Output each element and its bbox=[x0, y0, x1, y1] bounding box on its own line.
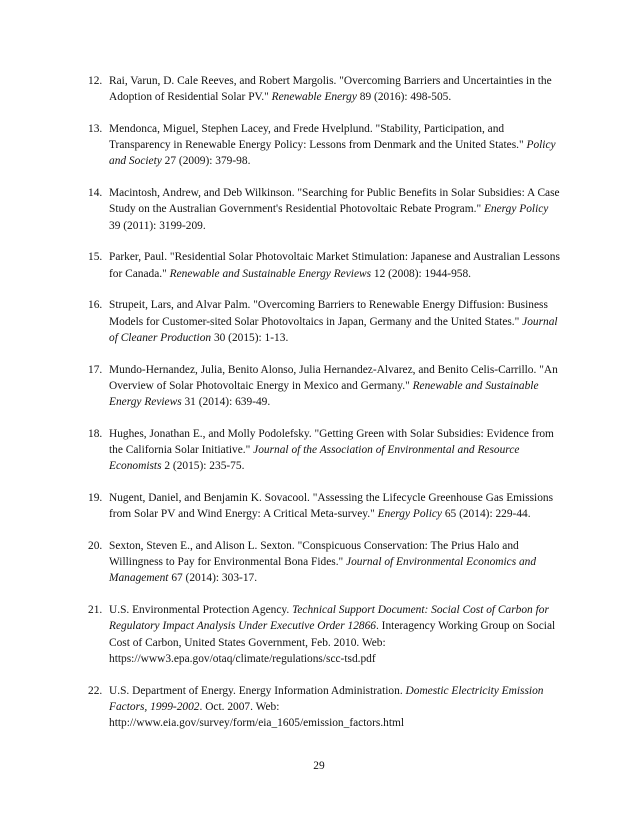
reference-item bbox=[88, 362, 562, 411]
reference-segment: Macintosh, Andrew, and Deb Wilkinson. "Searching for Public Benefits in Solar Subsidies: A Case Study on the Australian Government's Residential Photovoltaic Rebate Program." bbox=[109, 187, 560, 216]
reference-title-italic: Energy Policy bbox=[377, 508, 442, 521]
reference-segment: Rai, Varun, D. Cale Reeves, and Robert Margolis. "Overcoming Barriers and Uncertainties in the Adoption of Residential Solar PV." bbox=[109, 75, 552, 104]
reference-item bbox=[88, 73, 562, 105]
reference-segment: . Interagency Working Group on Social Cost of Carbon, United States Government, Feb. 2010. Web: https://www3.epa.gov/otaq/climate/regulations/scc-tsd.pdf bbox=[109, 620, 556, 665]
reference-segment: Sexton, Steven E., and Alison L. Sexton. "Conspicuous Conservation: The Prius Halo and Willingness to Pay for Environmental Bona Fides." bbox=[109, 540, 519, 569]
reference-title-italic: Domestic Electricity Emission Factors, 1999-2002 bbox=[109, 684, 544, 713]
reference-number: 12. bbox=[88, 75, 103, 87]
reference-number: 21. bbox=[88, 604, 103, 617]
page-number: 29 bbox=[313, 760, 325, 772]
reference-text bbox=[109, 685, 543, 729]
reference-segment: 27 (2009): 379-98. bbox=[161, 155, 251, 168]
reference-number: 18. bbox=[88, 427, 103, 440]
reference-text bbox=[109, 75, 552, 103]
reference-list bbox=[88, 73, 562, 747]
reference-title-italic: Journal of the Association of Environmental and Resource Economists bbox=[109, 444, 520, 473]
reference-text bbox=[109, 540, 536, 584]
reference-item bbox=[88, 602, 562, 667]
reference-title-italic: Technical Support Document: Social Cost of Carbon for Regulatory Impact Analysis Under Executive Order 12866 bbox=[109, 604, 549, 633]
reference-segment: Hughes, Jonathan E., and Molly Podolefsky. "Getting Green with Solar Subsidies: Evidence from the California Solar Initiative." bbox=[109, 427, 554, 457]
reference-title-italic: Renewable and Sustainable Energy Reviews bbox=[109, 379, 539, 409]
reference-segment: 65 (2014): 229-44. bbox=[441, 508, 531, 521]
reference-number: 22. bbox=[88, 684, 103, 697]
reference-number: 15. bbox=[88, 251, 103, 264]
reference-segment: Mendonca, Miguel, Stephen Lacey, and Frede Hvelplund. "Stability, Participation, and Transparency in Renewable Energy Policy: Lessons from Denmark and the United States." bbox=[109, 123, 527, 152]
reference-segment: 12 (2008): 1944-958. bbox=[371, 267, 472, 280]
reference-segment: 39 (2011): 3199-209. bbox=[109, 219, 206, 232]
reference-item bbox=[88, 426, 562, 475]
reference-segment: U.S. Environmental Protection Agency. bbox=[109, 604, 293, 617]
reference-text bbox=[109, 251, 560, 279]
reference-segment: 31 (2014): 639-49. bbox=[181, 396, 271, 409]
reference-title-italic: Renewable and Sustainable Energy Reviews bbox=[169, 267, 372, 280]
reference-segment: Mundo-Hernandez, Julia, Benito Alonso, Julia Hernandez-Alvarez, and Benito Celis-Carrillo. "An Overview of Solar Photovoltaic Energy in Mexico and Germany." bbox=[109, 363, 558, 392]
reference-segment: 30 (2015): 1-13. bbox=[211, 331, 289, 344]
reference-text bbox=[109, 299, 558, 343]
reference-title-italic: Journal of Environmental Economics and Management bbox=[109, 556, 537, 585]
reference-item bbox=[88, 538, 562, 587]
reference-text bbox=[109, 492, 553, 520]
reference-item bbox=[88, 121, 562, 170]
reference-title-italic: Policy and Society bbox=[109, 139, 556, 168]
reference-segment: Strupeit, Lars, and Alvar Palm. "Overcoming Barriers to Renewable Energy Diffusion: Business Models for Customer-sited Solar Photovoltaics in Japan, Germany and the United States." bbox=[109, 299, 548, 328]
reference-title-italic: Renewable Energy bbox=[271, 91, 357, 104]
reference-text bbox=[109, 123, 556, 167]
reference-segment: 89 (2016): 498-505. bbox=[356, 91, 452, 104]
reference-text bbox=[109, 187, 560, 231]
reference-text bbox=[109, 604, 555, 665]
reference-segment: 2 (2015): 235-75. bbox=[161, 460, 245, 473]
reference-number: 19. bbox=[88, 492, 103, 505]
reference-segment: Parker, Paul. "Residential Solar Photovoltaic Market Stimulation: Japanese and Australian Lessons for Canada." bbox=[109, 251, 560, 280]
reference-text bbox=[109, 364, 558, 408]
reference-number: 17. bbox=[88, 363, 103, 376]
reference-title-italic: Energy Policy bbox=[483, 203, 549, 216]
reference-item bbox=[88, 185, 562, 234]
reference-number: 20. bbox=[88, 540, 103, 553]
reference-number: 13. bbox=[88, 123, 103, 135]
reference-item bbox=[88, 683, 562, 732]
reference-segment: . Oct. 2007. Web: http://www.eia.gov/survey/form/eia_1605/emission_factors.html bbox=[109, 700, 405, 730]
reference-number: 14. bbox=[88, 187, 103, 200]
reference-segment: 67 (2014): 303-17. bbox=[168, 572, 258, 585]
reference-item bbox=[88, 297, 562, 346]
reference-text bbox=[109, 428, 554, 472]
reference-number: 16. bbox=[88, 299, 103, 312]
reference-segment: U.S. Department of Energy. Energy Information Administration. bbox=[109, 684, 406, 697]
reference-item bbox=[88, 249, 562, 281]
reference-segment: Nugent, Daniel, and Benjamin K. Sovacool. "Assessing the Lifecycle Greenhouse Gas Emissions from Solar PV and Wind Energy: A Critical Meta-survey." bbox=[109, 492, 554, 521]
reference-item bbox=[88, 490, 562, 522]
reference-title-italic: Journal of Cleaner Production bbox=[109, 315, 558, 344]
